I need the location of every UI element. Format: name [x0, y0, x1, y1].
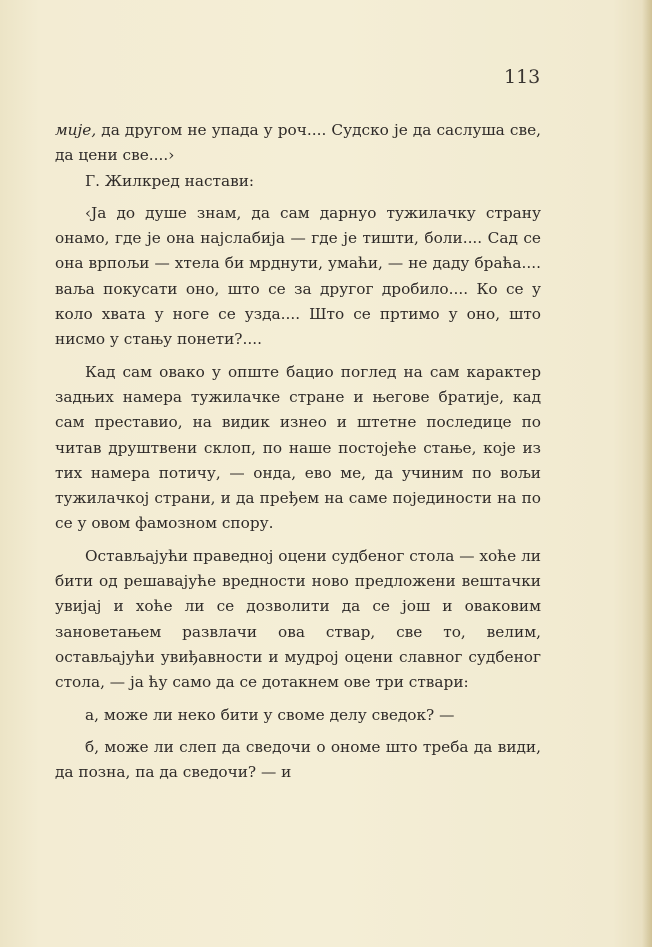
paragraph-text: да другом не упада у роч.... Судско је да саслуша све, да цени све....› [55, 121, 541, 165]
list-item-b: б, може ли слеп да сведочи о ономе што треба да види, да позна, па да сведочи? — и [55, 737, 541, 782]
page-edge-shadow [642, 0, 652, 947]
paragraph-body: Кад сам овако у опште бацио поглед на сам карактер задњих намера тужилачке стране и његове братије, кад сам преставио, на видик изнео и штетне последице по читав друштвени склоп, по наше постојеће стање, које из тих намера потичу, — онда, ево ме, да учиним по вољи тужилачкој страни, и да пређем на саме појединости на по се у овом фамозном спору. [55, 362, 541, 533]
page-number: 113 [504, 66, 541, 88]
paragraph-quote: ‹Ја до душе знам, да сам дарнуо тужилачку страну онамо, где је она најслабија — где је тишти, боли.... Сад се она врпољи — хтела би мрднути, умаћи, — не даду браћа.... ваља покусати оно, што се за другог дробило.... Ко се у коло хвата у ноге се узда.... Што се пртимо у оно, што нисмо у стању понети?.... [55, 203, 541, 349]
paragraph-speaker: Г. Жилкред настави: [85, 171, 255, 190]
italic-word: мије, [55, 121, 97, 139]
body-text [55, 118, 541, 785]
paragraph-continuation [55, 118, 541, 169]
paragraph-body: Остављајући праведној оцени судбеног стола — хоће ли бити од решавајуће вредности ново предложени вештачки увијај и хоће ли се дозволити да се још и оваковим зановетањем развлачи ова ствар, све то, велим, остављајући увиђавности и мудрој оцени славног судбеног стола, — ја ћу само да се дотакнем ове три ствари: [55, 546, 541, 692]
list-item-a: а, може ли неко бити у своме делу сведок? — [85, 705, 455, 724]
